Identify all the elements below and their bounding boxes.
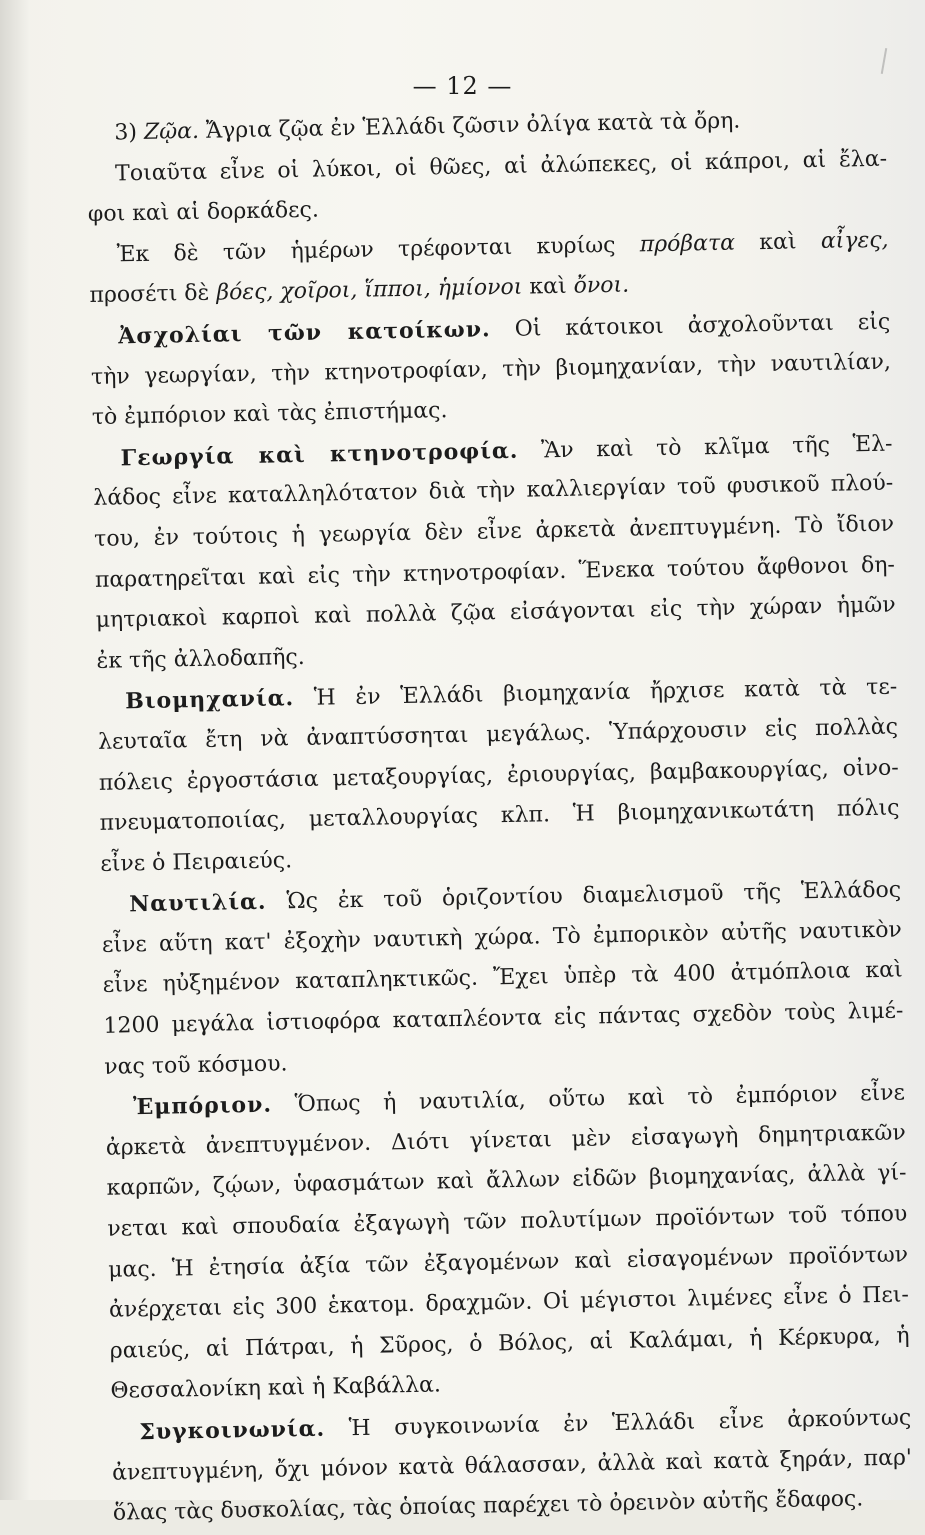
text-run: Ἡ ἐν Ἑλλάδι βιομηχανία ἤρχισε κατὰ τὰ τε- xyxy=(293,674,898,712)
text-run: εἶνε ὁ Πειραιεύς. xyxy=(100,847,293,877)
text-run: ἀρκετὰ ἀνεπτυγμένον. Διότι γίνεται μὲν εἰσαγωγὴ δημητριακῶν xyxy=(105,1120,906,1161)
text-run: Ὅπως ἡ ναυτιλία, οὕτω καὶ τὸ ἐμπόριον εἶνε xyxy=(271,1080,906,1118)
text-run: καὶ xyxy=(522,274,574,301)
text-run: Ἐκ δὲ τῶν ἡμέρων τρέφονται κυρίως xyxy=(116,232,640,268)
text-run: ἀνέρχεται εἰς 300 ἑκατομ. δραχμῶν. Οἱ μέγιστοι λιμένες εἶνε ὁ Πει- xyxy=(108,1282,910,1323)
text-run: ἀνεπτυγμένη, ὄχι μόνον κατὰ θάλασσαν, ἀλλὰ καὶ κατὰ ξηράν, παρ' xyxy=(111,1444,913,1486)
text-run: καὶ xyxy=(734,228,822,256)
text-run: 3) xyxy=(114,119,145,146)
text-run: Ἂν καὶ τὸ κλῖμα τῆς Ἑλ- xyxy=(518,431,893,464)
body-text xyxy=(86,99,913,1535)
text-run: τὸ ἐμπόριον καὶ τὰς ἐπιστήμας. xyxy=(91,398,448,431)
text-run: βόες, χοῖροι, ἵπποι, ἡμίονοι xyxy=(216,275,523,306)
section-heading: Ἀσχολίαι τῶν κατοίκων. xyxy=(118,316,491,350)
text-run: μας. Ἡ ἐτησία ἀξία τῶν ἐξαγομένων καὶ εἰσαγομένων προϊόντων xyxy=(107,1242,909,1283)
text-run: ὄνοι. xyxy=(573,272,630,300)
text-run: εἶνε αὕτη κατ' ἐξοχὴν ναυτικὴ χώρα. Τὸ ἐμπορικὸν αὐτῆς ναυτικὸν xyxy=(101,917,903,958)
page-binding-shadow xyxy=(0,0,30,1500)
text-run: προσέτι δὲ xyxy=(89,280,217,309)
text-run: 1200 μεγάλα ἱστιοφόρα καταπλέοντα εἰς πάντας σχεδὸν τοὺς λιμέ- xyxy=(103,998,904,1039)
text-run: λευταῖα ἔτη νὰ ἀναπτύσσηται μεγάλως. Ὑπάρχουσιν εἰς πολλὰς xyxy=(97,714,899,755)
text-run: εἶνε ηὐξημένον καταπληκτικῶς. Ἔχει ὑπὲρ τὰ 400 ἀτμόπλοια καὶ xyxy=(102,957,903,999)
text-run: Ὡς ἐκ τοῦ ὁριζοντίου διαμελισμοῦ τῆς Ἑλλάδος xyxy=(266,877,902,915)
text-run: ὅλας τὰς δυσκολίας, τὰς ὁποίας παρέχει τὸ ὀρεινὸν αὐτῆς ἔδαφος. xyxy=(112,1486,864,1526)
text-run: πρόβατα xyxy=(639,230,736,258)
page-number: — 12 — xyxy=(412,72,513,100)
section-heading: Βιομηχανία. xyxy=(125,685,295,715)
text-run: τὴν γεωργίαν, τὴν κτηνοτροφίαν, τὴν βιομηχανίαν, τὴν ναυτιλίαν, xyxy=(90,349,892,390)
text-run: παρατηρεῖται καὶ εἰς τὴν κτηνοτροφίαν. Ἕνεκα τούτου ἄφθονοι δη- xyxy=(94,552,896,593)
text-run: Ζῷα. xyxy=(143,118,200,145)
text-run: ἐκ τῆς ἀλλοδαπῆς. xyxy=(96,644,305,674)
section-heading: Ναυτιλία. xyxy=(128,888,267,918)
text-run: ραιεύς, αἱ Πάτραι, ἡ Σῦρος, ὁ Βόλος, αἱ Καλάμαι, ἡ Κέρκυρα, ἡ xyxy=(109,1323,910,1364)
text-run: λάδος εἶνε καταλληλότατον διὰ τὴν καλλιεργίαν τοῦ φυσικοῦ πλού- xyxy=(93,470,894,512)
text-run: αἶγες, xyxy=(820,227,889,254)
text-run: καρπῶν, ζῴων, ὑφασμάτων καὶ ἄλλων εἰδῶν βιομηχανίας, ἀλλὰ γί- xyxy=(106,1160,907,1202)
section-heading: Ἐμπόριον. xyxy=(132,1091,273,1121)
text-run: Ἡ συγκοινωνία ἐν Ἑλλάδι εἶνε ἀρκούντως xyxy=(324,1405,912,1442)
text-run: Τοιαῦτα εἶνε οἱ λύκοι, οἱ θῶες, αἱ ἀλώπεκες, οἱ κάπροι, αἱ ἔλα- xyxy=(114,146,888,187)
text-run: Θεσσαλονίκη καὶ ἡ Καβάλλα. xyxy=(110,1372,442,1405)
text-run: μητριακοὶ καρποὶ καὶ πολλὰ ζῷα εἰσάγονται εἰς τὴν χώραν ἡμῶν xyxy=(95,592,896,634)
text-run: Ἄγρια ζῷα ἐν Ἑλλάδι ζῶσιν ὀλίγα κατὰ τὰ ὄρη. xyxy=(198,108,741,144)
text-run: φοι καὶ αἱ δορκάδες. xyxy=(87,197,320,228)
text-run: πνευματοποιίας, μεταλλουργίας κλπ. Ἡ βιομηχανικωτάτη πόλις xyxy=(99,795,900,836)
text-run: του, ἐν τούτοις ἡ γεωργία δὲν εἶνε ἀρκετὰ ἀνεπτυγμένη. Τὸ ἴδιον xyxy=(93,511,895,552)
page-edge-mark xyxy=(881,48,887,74)
section-heading: Συγκοινωνία. xyxy=(139,1415,326,1446)
section-heading: Γεωργία καὶ κτηνοτροφία. xyxy=(120,437,519,472)
text-run: νεται καὶ σπουδαία ἐξαγωγὴ τῶν πολυτίμων προϊόντων τοῦ τόπου xyxy=(107,1201,908,1242)
text-run: πόλεις ἐργοστάσια μεταξουργίας, ἐριουργίας, βαμβακουργίας, οἰνο- xyxy=(98,755,899,796)
text-run: Οἱ κάτοικοι ἀσχολοῦνται εἰς xyxy=(490,309,891,343)
text-run: νας τοῦ κόσμου. xyxy=(104,1050,288,1080)
